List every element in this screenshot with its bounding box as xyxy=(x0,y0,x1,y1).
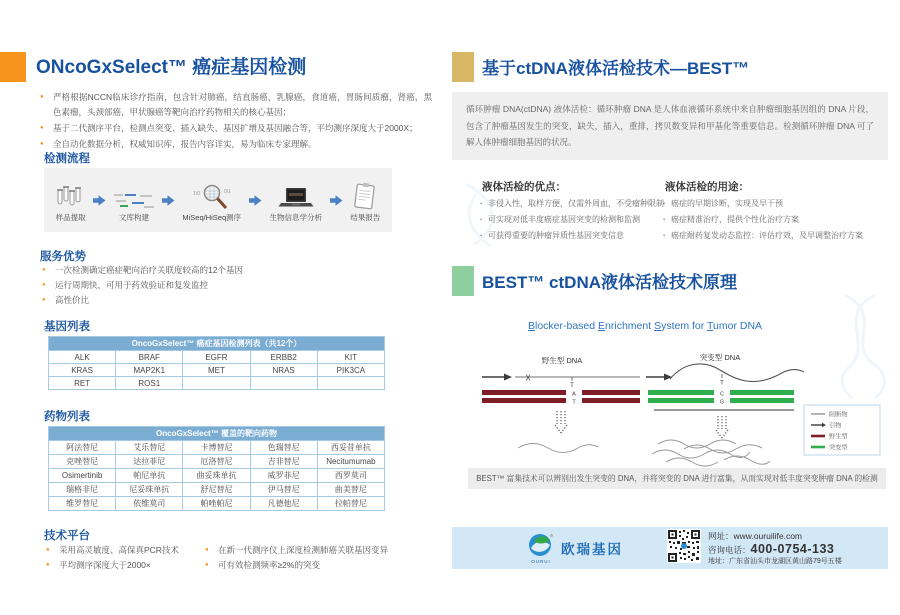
drug-cell: 瑞格非尼 xyxy=(49,483,116,497)
gene-cell: MAP2K1 xyxy=(116,364,183,377)
drug-cell: 尼妥珠单抗 xyxy=(116,483,183,497)
gene-cell: PIK3CA xyxy=(317,364,384,377)
gene-table-header: OncoGxSelect™ 癌症基因检测列表（共12个） xyxy=(49,337,385,351)
gene-cell: KRAS xyxy=(49,364,116,377)
platform-list-left xyxy=(46,543,196,573)
table-row xyxy=(49,497,385,511)
mutant-type-label: 突变型 DNA xyxy=(699,353,741,362)
process-step-label: MiSeq/HiSeq测序 xyxy=(182,212,242,222)
footer-bar xyxy=(452,527,888,569)
displaced-blocker-curve xyxy=(670,364,804,382)
platform-heading: 技术平台 xyxy=(44,530,90,542)
process-step xyxy=(114,178,154,223)
drug-cell: 曲美替尼 xyxy=(317,483,384,497)
process-heading: 检测流程 xyxy=(44,153,90,165)
subtitle-part: nrichment xyxy=(605,320,655,332)
ctdna-intro-paragraph: 循环肿瘤 DNA(ctDNA) 液体活检：循环肿瘤 DNA 是人体血液循环系统中来自肿瘤细胞基因组的 DNA 片段，包含了肿瘤基因发生的突变，缺失，插入，重排，拷贝数变异和甲基化等重要信息。检测循环肿瘤 DNA 可了解人体肿瘤细胞基因的状况。 xyxy=(452,92,888,160)
drug-cell: 克唑替尼 xyxy=(49,455,116,469)
process-step-label: 结果报告 xyxy=(350,212,381,222)
flow-arrow-icon xyxy=(330,195,343,206)
wild-base-a: A xyxy=(572,391,576,398)
pros-heading: 液体活检的优点： xyxy=(482,181,566,193)
drug-cell: 达拉菲尼 xyxy=(116,455,183,469)
wild-type-bars xyxy=(482,390,640,403)
drug-list-heading: 药物列表 xyxy=(44,411,90,423)
gene-cell: NRAS xyxy=(250,364,317,377)
title-accent-green xyxy=(452,266,474,296)
uses-heading: 液体活检的用途： xyxy=(665,181,749,193)
pros-bullet: · 可实现对低丰度癌症基因突变的检测和监测 xyxy=(480,212,664,228)
phone-value: 400-0754-133 xyxy=(750,542,835,556)
intro-bullet: ● 基于二代测序平台，检测点突变、插入缺失、基因扩增及基因融合等，平均测序深度大于2000X； xyxy=(40,121,432,136)
address-label: 地址： xyxy=(708,558,729,565)
legend-label: 引物 xyxy=(829,422,842,430)
process-step xyxy=(56,178,86,223)
gene-cell: EGFR xyxy=(183,351,250,364)
gene-cell: ALK xyxy=(49,351,116,364)
mutant-base-c: C xyxy=(720,391,724,398)
table-row xyxy=(49,364,385,377)
drug-cell: 色瑞替尼 xyxy=(250,441,317,455)
gene-cell: RET xyxy=(49,377,116,390)
table-row xyxy=(49,469,385,483)
platform-bullet: ● 采用高灵敏度、高保真PCR技术 xyxy=(46,543,196,558)
process-step xyxy=(269,178,322,223)
table-row xyxy=(49,483,385,497)
principle-title: BEST™ ctDNA液体活检技术原理 xyxy=(482,273,738,292)
best-principle-diagram xyxy=(452,350,884,470)
intro-bullet-list xyxy=(40,90,432,153)
legend-label: 阻断物 xyxy=(829,411,848,419)
company-logo xyxy=(528,532,623,564)
website-line xyxy=(708,530,842,542)
gene-cell xyxy=(317,377,384,390)
drug-cell: 依维莫司 xyxy=(116,497,183,511)
flow-arrow-icon xyxy=(162,195,175,206)
intro-bullet: ● 严格根据NCCN临床诊疗指南，包含针对肺癌，结直肠癌，乳腺癌，食道癌，胃肠间质瘤，肾癌，黑色素瘤，头颈部癌，甲状腺癌等靶向治疗药物相关的核心基因； xyxy=(40,90,432,120)
dna-fragments-icon xyxy=(114,178,154,210)
down-arrow-dotted xyxy=(716,416,728,438)
subtitle-part: ystem for xyxy=(661,320,707,332)
magnifier-icon xyxy=(193,178,231,210)
gene-cell: ERBB2 xyxy=(250,351,317,364)
drug-cell: Necitumumab xyxy=(317,455,384,469)
gene-table xyxy=(48,336,385,390)
svg-text:1\0: 1\0 xyxy=(192,190,200,197)
legend-label: 野生型 xyxy=(829,433,848,441)
down-arrow-dotted xyxy=(555,411,567,433)
uses-bullet: · 癌症的早期诊断，实现及早干预 xyxy=(663,196,863,212)
phone-line xyxy=(708,542,842,556)
diagram-legend xyxy=(804,405,880,455)
address-value: 广东省汕头市龙湖区黄山路79号五楼 xyxy=(729,558,842,565)
wild-base-t: T xyxy=(572,399,576,406)
platform-list-right xyxy=(205,543,405,573)
phone-label: 咨询电话： xyxy=(708,545,751,555)
best-caption: BEST™ 富集技术可以辨别出发生突变的 DNA，并将突变的 DNA 进行富集，从而实现对低丰度突变肿瘤 DNA 的检测 xyxy=(468,468,886,489)
process-step xyxy=(350,178,380,223)
drug-cell: 西罗莫司 xyxy=(317,469,384,483)
website-value: www.ouruilife.com xyxy=(733,531,803,541)
gene-cell: MET xyxy=(183,364,250,377)
gene-cell: KIT xyxy=(317,351,384,364)
mutant-top-base: T xyxy=(720,380,724,387)
drug-cell: 西妥昔单抗 xyxy=(317,441,384,455)
drug-cell: 帕尼单抗 xyxy=(116,469,183,483)
advantage-bullet: ● 高性价比 xyxy=(42,293,422,308)
platform-bullet: ● 平均测序深度大于2000× xyxy=(46,558,196,573)
laptop-icon xyxy=(278,178,314,210)
uses-list xyxy=(663,196,863,244)
svg-text:R: R xyxy=(550,534,553,538)
wild-top-base: T xyxy=(570,383,574,389)
drug-cell: 卡博替尼 xyxy=(183,441,250,455)
process-step-label: 生物信息学分析 xyxy=(269,212,322,222)
advantage-bullet: ● 一次检测确定癌症靶向治疗关联度较高的12个基因 xyxy=(42,263,422,278)
pros-list xyxy=(480,196,664,244)
qr-code xyxy=(667,529,701,568)
drug-cell: 伊马替尼 xyxy=(250,483,317,497)
drug-cell: 舒尼替尼 xyxy=(183,483,250,497)
drug-cell: 曲妥珠单抗 xyxy=(183,469,250,483)
uses-bullet: · 癌症精准治疗，提供个性化治疗方案 xyxy=(663,212,863,228)
intro-bullet: ● 全自动化数据分析，权威知识库，报告内容详实，易为临床专家理解。 xyxy=(40,137,432,152)
title-accent-orange xyxy=(0,52,26,82)
drug-cell: 厄洛替尼 xyxy=(183,455,250,469)
legend-label: 突变型 xyxy=(829,444,848,452)
mutant-base-g: G xyxy=(719,399,725,406)
drug-cell: 凡德他尼 xyxy=(250,497,317,511)
advantages-heading: 服务优势 xyxy=(40,251,86,263)
gene-cell xyxy=(183,377,250,390)
drug-cell: 维罗替尼 xyxy=(49,497,116,511)
primer-arrowhead xyxy=(664,374,672,381)
website-label: 网址： xyxy=(708,531,734,541)
drug-cell: Osimertinib xyxy=(49,469,116,483)
drug-cell: 吉非替尼 xyxy=(250,455,317,469)
title-accent-gold xyxy=(452,52,474,82)
blocked-x-mark: X xyxy=(525,373,531,383)
platform-bullet: ● 在新一代测序仪上深度检测肺癌关联基因变异 xyxy=(205,543,405,558)
advantages-list xyxy=(42,263,422,308)
wild-type-label: 野生型 DNA xyxy=(541,356,583,365)
uses-bullet: · 癌症耐药复发动态监控：评估疗效，及早调整治疗方案 xyxy=(663,228,863,244)
process-step xyxy=(182,178,241,223)
best-subtitle xyxy=(452,320,838,332)
pros-bullet: · 可获得重要的肿瘤异质性基因突变信息 xyxy=(480,228,664,244)
subtitle-part: B xyxy=(527,320,535,332)
left-page-title: ONcoGxSelect™ 癌症基因检测 xyxy=(36,57,307,78)
process-flow xyxy=(44,168,392,232)
gene-list-heading: 基因列表 xyxy=(44,321,90,333)
subtitle-part: S xyxy=(654,320,662,332)
subtitle-part: locker-based xyxy=(534,320,599,332)
flow-arrow-icon xyxy=(93,195,106,206)
drug-cell: 帕唑帕尼 xyxy=(183,497,250,511)
gene-cell: ROS1 xyxy=(116,377,183,390)
sample-tubes-icon xyxy=(56,178,86,210)
logo-subtext: OURUI xyxy=(531,559,551,564)
pros-bullet: · 非侵入性，取样方便，仅需外周血，不受瘤种限制 xyxy=(480,196,664,212)
subtitle-part: T xyxy=(706,320,714,332)
address-line xyxy=(708,556,842,566)
table-row xyxy=(49,441,385,455)
table-row xyxy=(49,351,385,364)
drug-table xyxy=(48,426,385,511)
process-step-label: 样品提取 xyxy=(55,212,86,222)
gene-cell: BRAF xyxy=(116,351,183,364)
flow-arrow-icon xyxy=(249,195,262,206)
primer-arrowhead xyxy=(504,374,512,381)
ourui-logo-icon xyxy=(528,532,554,564)
subtitle-part: E xyxy=(598,320,606,332)
drug-cell: 阿法替尼 xyxy=(49,441,116,455)
drug-cell: 威罗菲尼 xyxy=(250,469,317,483)
right-page-title: 基于ctDNA液体活检技术—BEST™ xyxy=(482,59,750,78)
contact-info xyxy=(708,530,842,566)
advantage-bullet: ● 运行周期快，可用于药效验证和复发监控 xyxy=(42,278,422,293)
company-name: 欧瑞基因 xyxy=(561,542,623,557)
report-clipboard-icon xyxy=(352,178,378,210)
process-step-label: 文库构建 xyxy=(119,212,150,222)
table-row xyxy=(49,455,385,469)
table-row xyxy=(49,377,385,390)
drug-table-header: OncoGxSelect™ 覆盖的靶向药物 xyxy=(49,427,385,441)
svg-text:0\1: 0\1 xyxy=(223,188,231,195)
drug-cell: 艾乐替尼 xyxy=(116,441,183,455)
drug-cell: 拉帕替尼 xyxy=(317,497,384,511)
subtitle-part: umor DNA xyxy=(713,320,763,332)
mutant-product-waves xyxy=(652,440,770,466)
wild-product-wave xyxy=(518,444,598,453)
platform-bullet: ● 可有效检测频率≥2%的突变 xyxy=(205,558,405,573)
gene-cell xyxy=(250,377,317,390)
